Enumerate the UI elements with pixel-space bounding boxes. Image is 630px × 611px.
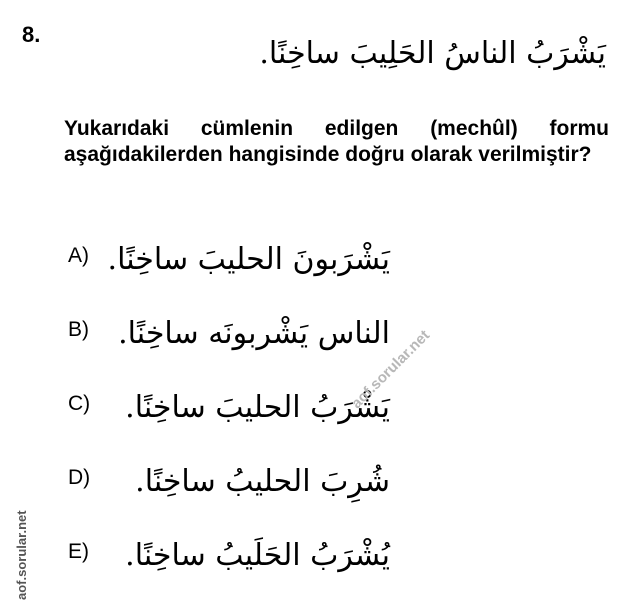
option-text: يَشْرَبونَ الحليبَ ساخِنًا. <box>107 242 390 277</box>
option-text: يَشْرَبُ الحليبَ ساخِنًا. <box>125 390 390 425</box>
option-e[interactable] <box>0 534 630 584</box>
option-letter: B) <box>68 318 89 341</box>
option-c[interactable] <box>0 386 630 436</box>
diagonal-watermark: aof.sorular.net <box>348 326 434 413</box>
option-text: يُشْرَبُ الحَلَيبُ ساخِنًا. <box>125 538 390 573</box>
option-letter: C) <box>68 392 91 415</box>
option-letter: D) <box>68 466 91 489</box>
option-text: الناس يَشْربونَه ساخِنًا. <box>118 316 390 351</box>
option-letter: E) <box>68 540 89 563</box>
arabic-sentence: يَشْرَبُ الناسُ الحَلِيبَ ساخِنًا. <box>259 36 606 71</box>
option-a[interactable] <box>0 238 630 288</box>
option-text: شُرِبَ الحليبُ ساخِنًا. <box>135 464 390 499</box>
side-watermark: aof.sorular.net <box>14 510 29 600</box>
option-b[interactable] <box>0 312 630 362</box>
option-letter: A) <box>68 244 89 267</box>
question-number: 8. <box>22 22 41 47</box>
option-d[interactable] <box>0 460 630 510</box>
question-prompt: Yukarıdaki cümlenin edilgen (mechûl) formu aşağıdakilerden hangisinde doğru olarak verilmiştir? <box>64 117 609 166</box>
